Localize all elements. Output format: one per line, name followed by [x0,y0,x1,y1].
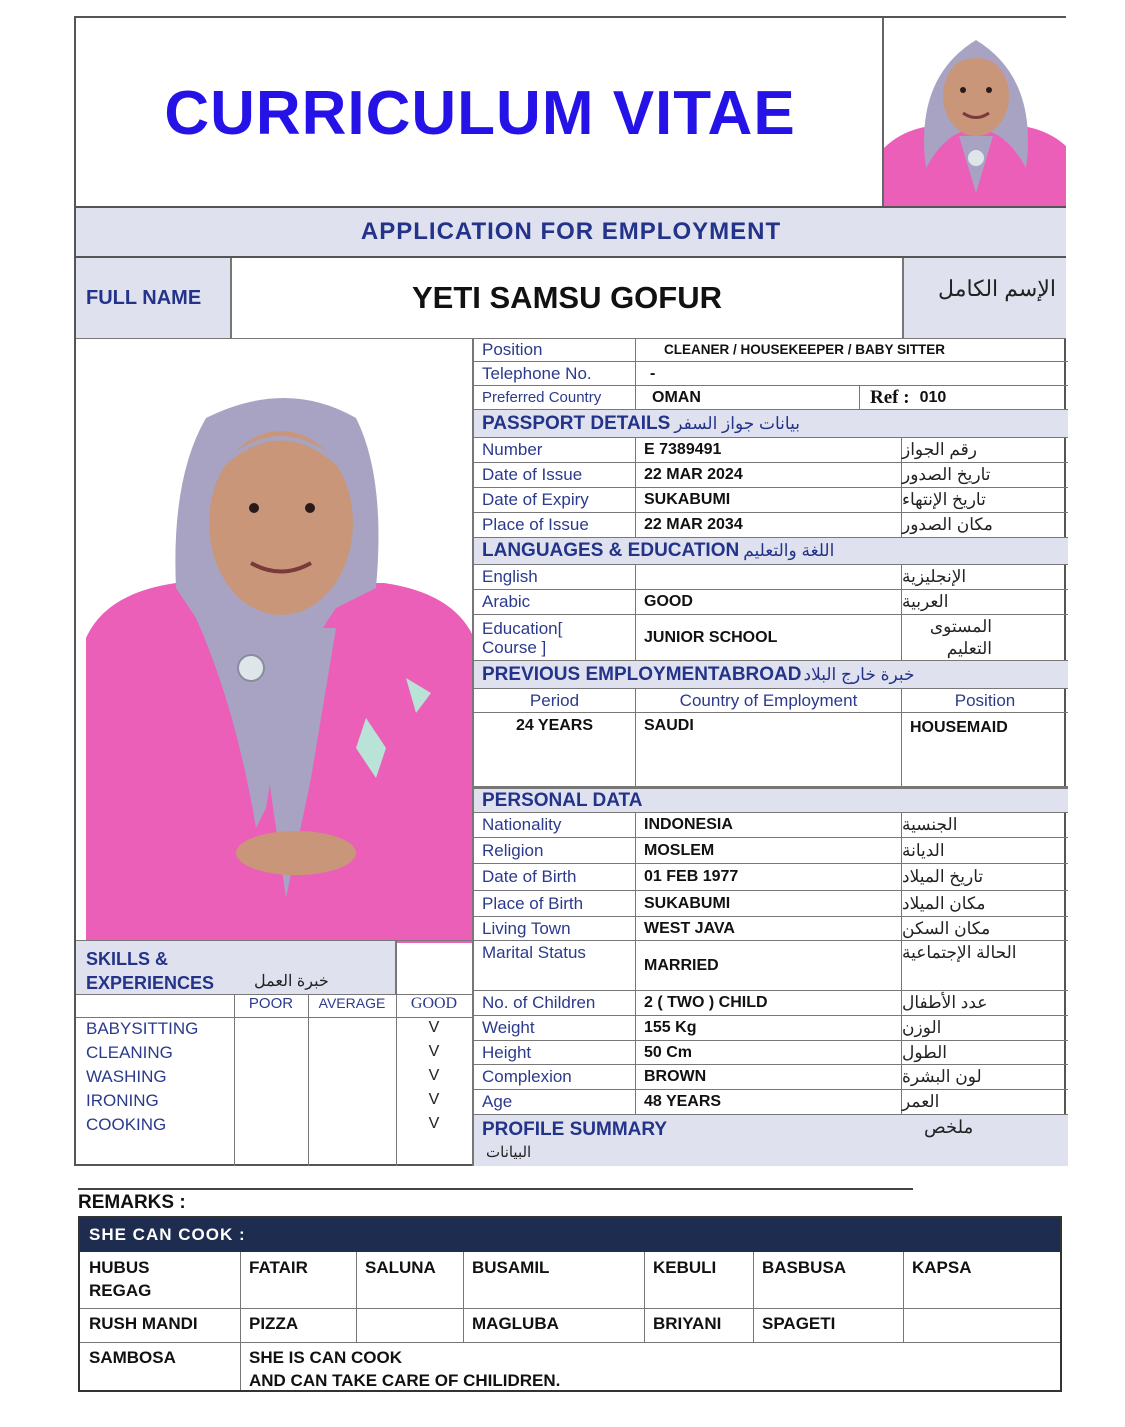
employment-position: HOUSEMAID [902,713,1068,787]
telephone-label: Telephone No. [474,362,636,386]
personal-row-ar: الجنسية [902,813,1068,838]
passport-photo [882,18,1066,206]
details-table [472,338,1066,1166]
employment-country: SAUDI [636,713,902,787]
skill-row [76,1114,472,1138]
personal-row-label: Height [474,1041,636,1065]
position-label: Position [474,338,636,362]
section-application-band: APPLICATION FOR EMPLOYMENT [76,206,1066,258]
personal-row-value: INDONESIA [636,813,902,838]
date-of-issue-ar: تاريخ الصدور [902,463,1068,488]
preferred-country-label: Preferred Country [474,386,636,410]
employment-heading-en: PREVIOUS EMPLOYMENTABROAD [482,663,802,685]
remarks-note-line1: SHE IS CAN COOK [249,1348,403,1367]
cook-item: HUBUS REGAG [89,1258,152,1300]
employment-period: 24 YEARS [474,713,636,787]
skills-table [76,940,472,1166]
employment-heading [474,661,1068,689]
passport-heading [474,410,1068,438]
passport-heading-ar: بيانات جواز السفر [674,413,800,433]
date-of-expiry-value: SUKABUMI [636,488,902,513]
position-col-header: Position [902,689,1068,713]
personal-row-ar: تاريخ الميلاد [902,864,1068,891]
personal-row-value: 2 ( TWO ) CHILD [636,991,902,1016]
personal-row-label: Date of Birth [474,864,636,891]
country-col-header: Country of Employment [636,689,902,713]
telephone-value: - [636,362,1068,386]
period-col-header: Period [474,689,636,713]
cook-item: RUSH MANDI [89,1314,198,1333]
preferred-country-value: OMAN [636,386,860,410]
cook-item [903,1308,1060,1312]
skill-name: WASHING [86,1067,167,1086]
skills-heading-ar: خبرة العمل [254,973,329,990]
cook-item: SALUNA [365,1258,436,1277]
cook-item: SAMBOSA [89,1348,176,1367]
personal-row-label: Living Town [474,917,636,941]
date-of-issue-value: 22 MAR 2024 [636,463,902,488]
skills-heading-en: SKILLS & EXPERIENCES [86,949,215,993]
passport-number-ar: رقم الجواز [902,438,1068,463]
cook-item: PIZZA [249,1314,299,1333]
skill-good-mark: V [428,1019,440,1036]
education-label [474,615,636,661]
personal-row-label: Marital Status [474,941,636,991]
cook-item: KAPSA [912,1258,972,1277]
place-of-issue-value: 22 MAR 2034 [636,513,902,538]
personal-row-value: BROWN [636,1065,902,1090]
profile-heading-ar2: البيانات [486,1144,532,1161]
cook-heading: SHE CAN COOK : [80,1218,1060,1252]
languages-heading-en: LANGUAGES & EDUCATION [482,540,740,561]
col-good: GOOD [410,995,458,1012]
place-of-issue-ar: مكان الصدور [902,513,1068,538]
skill-name: BABYSITTING [86,1019,199,1038]
personal-row-value: SUKABUMI [636,891,902,917]
personal-row-ar: الطول [902,1041,1068,1065]
skills-heading-empty [396,940,472,994]
arabic-ar: العربية [902,590,1068,615]
personal-row-label: Nationality [474,813,636,838]
personal-row-value: 50 Cm [636,1041,902,1065]
ref-label: Ref : [870,386,910,408]
personal-row-ar: العمر [902,1090,1068,1115]
profile-summary [474,1115,1068,1166]
arabic-label: Arabic [474,590,636,615]
skill-row [76,1090,472,1114]
cook-item: SPAGETI [762,1314,836,1333]
personal-row-ar: الحالة الإجتماعية [902,941,1068,991]
education-value: JUNIOR SCHOOL [636,615,902,661]
skill-good-mark: V [428,1067,440,1084]
skills-heading [76,940,396,994]
skill-row [76,1066,472,1090]
personal-row-label: Place of Birth [474,891,636,917]
english-label: English [474,565,636,590]
remarks-title: REMARKS : [78,1192,186,1213]
skill-row [76,1018,472,1042]
remarks-note-line2: AND CAN TAKE CARE OF CHILIDREN. [249,1371,561,1390]
ref-value: 010 [919,388,947,406]
personal-row-ar: مكان السكن [902,917,1068,941]
personal-row-value: 155 Kg [636,1016,902,1041]
full-name-label-ar: الإسم الكامل [902,258,1066,338]
cook-item [356,1308,463,1312]
skill-name: CLEANING [86,1043,173,1062]
personal-row-label: Age [474,1090,636,1115]
personal-row-label: Religion [474,838,636,864]
skill-good-mark: V [428,1115,440,1132]
english-value [636,565,902,590]
cook-table [78,1216,1062,1392]
education-label-text: Education[ Course ] [482,618,563,657]
skill-name: IRONING [86,1091,159,1110]
cv-page [74,16,1066,1166]
cook-item: BRIYANI [653,1314,722,1333]
personal-row-ar: مكان الميلاد [902,891,1068,917]
skill-good-mark: V [428,1043,440,1060]
personal-row-value: MARRIED [636,941,902,991]
personal-row-ar: عدد الأطفال [902,991,1068,1016]
skill-row [76,1042,472,1066]
full-name-value: YETI SAMSU GOFUR [232,258,902,338]
arabic-value: GOOD [636,590,902,615]
passport-number-value: E 7389491 [636,438,902,463]
place-of-issue-label: Place of Issue [474,513,636,538]
employment-heading-ar: خبرة خارج البلاد [803,664,915,684]
profile-heading-ar: ملخص [924,1117,974,1137]
date-of-issue-label: Date of Issue [474,463,636,488]
personal-row-value: MOSLEM [636,838,902,864]
personal-row-value: 01 FEB 1977 [636,864,902,891]
education-ar [902,615,1068,661]
cook-item: KEBULI [653,1258,717,1277]
personal-row-ar: لون البشرة [902,1065,1068,1090]
profile-heading: PROFILE SUMMARY [482,1119,668,1140]
cook-item: MAGLUBA [472,1314,559,1333]
date-of-expiry-ar: تاريخ الإنتهاء [902,488,1068,513]
education-ar-text: المستوى التعليم [929,616,992,658]
personal-row-ar: الوزن [902,1016,1068,1041]
main-photo [86,358,474,943]
languages-heading-ar: اللغة والتعليم [743,541,835,560]
passport-heading-en: PASSPORT DETAILS [482,412,671,434]
remarks-note [240,1342,940,1392]
cook-item: BUSAMIL [472,1258,550,1277]
position-value: CLEANER / HOUSEKEEPER / BABY SITTER [636,338,1068,362]
personal-row-value: WEST JAVA [636,917,902,941]
page-title: CURRICULUM VITAE [164,78,796,148]
personal-row-ar: الديانة [902,838,1068,864]
personal-row-label: No. of Children [474,991,636,1016]
skills-col-header-row [76,994,472,1018]
col-average: AVERAGE [318,995,386,1011]
full-name-label: FULL NAME [76,258,232,338]
cook-item: FATAIR [249,1258,308,1277]
passport-number-label: Number [474,438,636,463]
cook-item: BASBUSA [762,1258,847,1277]
personal-heading: PERSONAL DATA [474,787,1068,813]
languages-heading [474,538,1068,565]
personal-row-value: 48 YEARS [636,1090,902,1115]
remarks-rule [78,1188,913,1190]
date-of-expiry-label: Date of Expiry [474,488,636,513]
personal-row-label: Weight [474,1016,636,1041]
ref-cell [860,386,1068,410]
col-poor: POOR [248,995,294,1012]
english-ar: الإنجليزية [902,565,1068,590]
skill-good-mark: V [428,1091,440,1108]
personal-row-label: Complexion [474,1065,636,1090]
skill-name: COOKING [86,1115,167,1134]
